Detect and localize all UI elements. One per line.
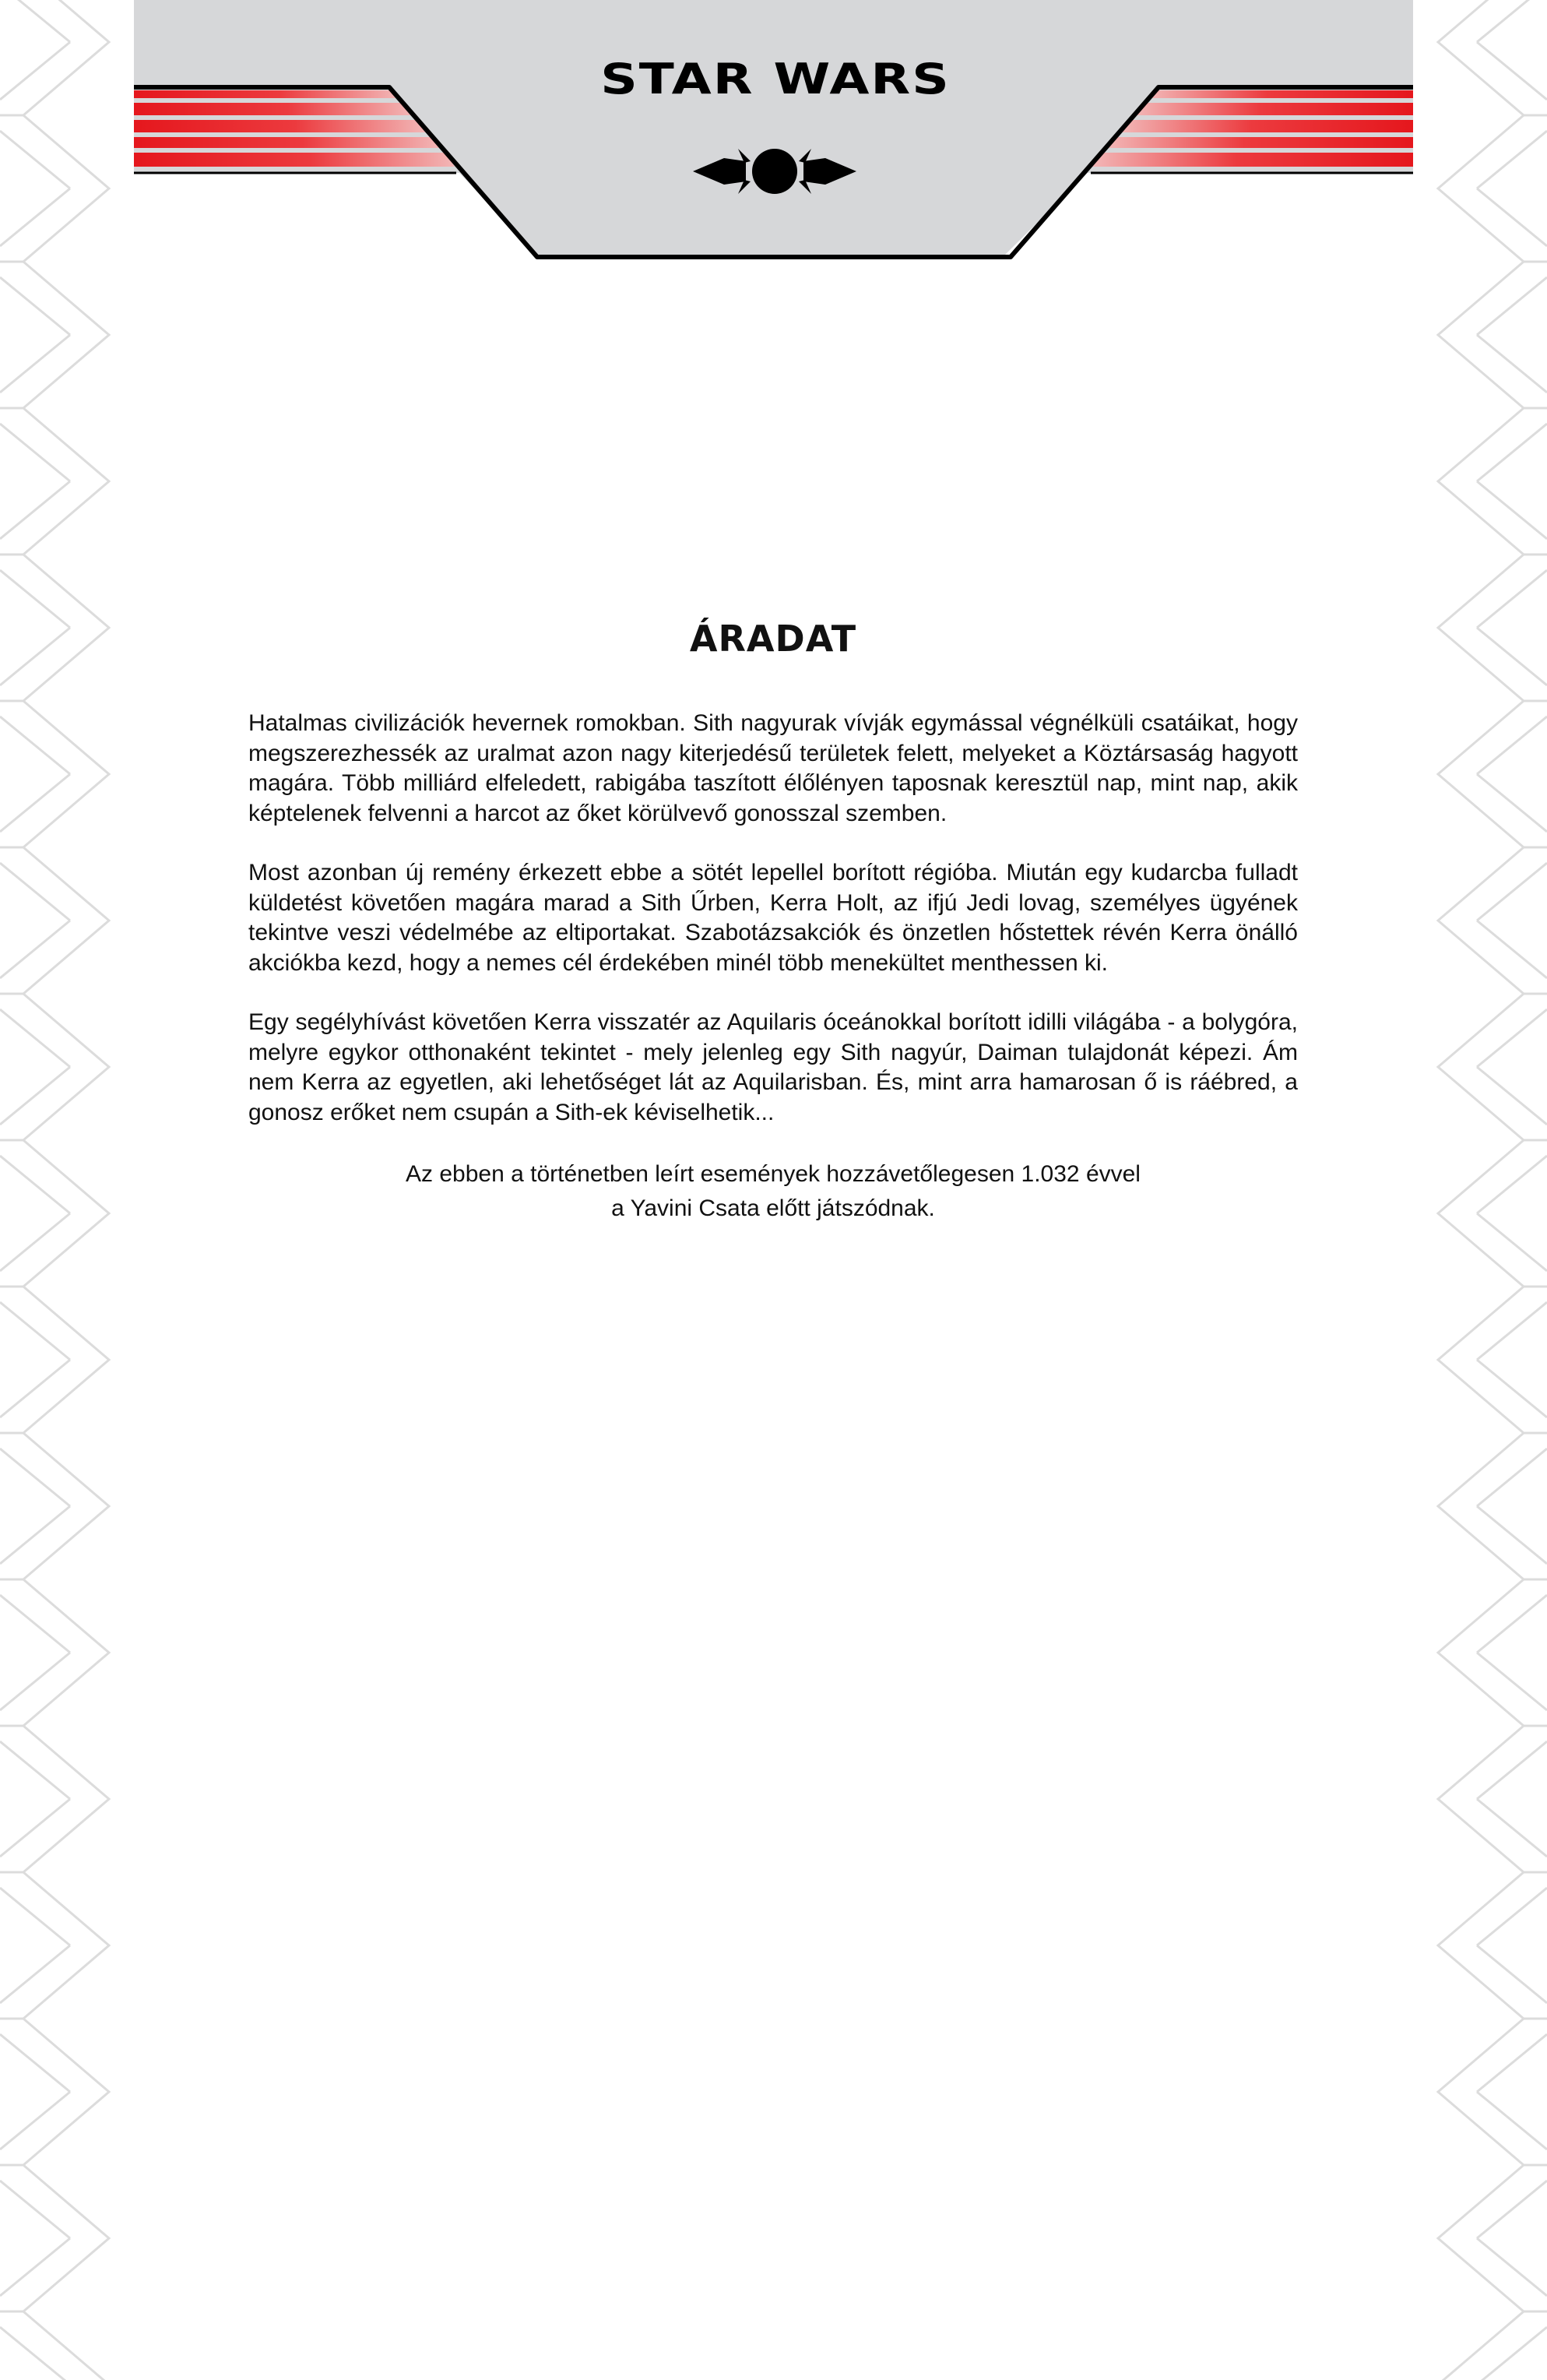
logo-text: STAR WARS bbox=[600, 55, 951, 104]
paragraph-2: Most azonban új remény érkezett ebbe a sötét lepellel borított régióba. Miután egy kudarcba fulladt küldetést követően magára marad a Sith Űrben, Kerra Holt, az ifjú Jedi lovag, személyes ügyének tekintve veszi védelmébe az eltiportakat. Szabotázsakciók és önzetlen hőstettek révén Kerra önálló akciókba kezd, hogy a nemes cél érdekében minél több menekültet menthessen ki. bbox=[248, 860, 1298, 976]
right-border-pattern bbox=[1407, 0, 1547, 2380]
closing-line-1: Az ebben a történetben leírt események hozzávetőlegesen 1.032 évvel bbox=[406, 1161, 1141, 1187]
paragraph-1: Hatalmas civilizációk hevernek romokban. Sith nagyurak vívják egymással végnélküli csatáikat, hogy megszerezhessék az uralmat azon nagy kiterjedésű területek felett, melyeket a Köztársaság hagyott magára. Több milliárd elfeledett, rabigába taszított élőlényen taposnak keresztül nap, mint nap, akik képtelenek felvenni a harcot az őket körülvevő gonosszal szemben. bbox=[248, 710, 1298, 826]
page-title: ÁRADAT bbox=[689, 618, 857, 660]
closing-line-2: a Yavini Csata előtt játszódnak. bbox=[611, 1195, 935, 1221]
header-banner bbox=[0, 0, 1547, 265]
star-wars-logo bbox=[565, 51, 986, 106]
sith-emblem-icon bbox=[693, 144, 856, 199]
paragraph-3: Egy segélyhívást követően Kerra visszatér az Aquilaris óceánokkal borított idilli világába - a bolygóra, melyre egykor otthonaként tekintet - mely jelenleg egy Sith nagyúr, Daiman tulajdonát képezi. Ám nem Kerra az egyetlen, aki lehetőséget lát az Aquilarisban. És, mint arra hamarosan ő is ráébred, a gonosz erőket nem csupán a Sith-ek kéviselhetik... bbox=[248, 1009, 1298, 1125]
closing-note bbox=[248, 1157, 1298, 1226]
main-content bbox=[248, 615, 1298, 1226]
left-border-pattern bbox=[0, 0, 140, 2380]
